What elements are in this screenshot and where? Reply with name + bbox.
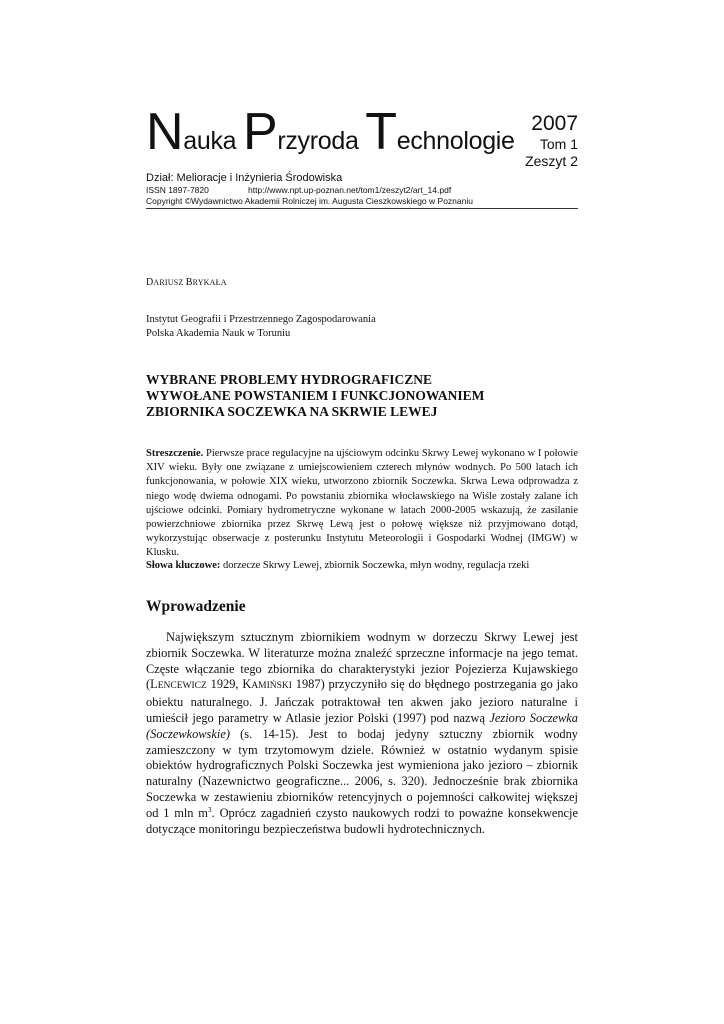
journal-word-nauka: auka — [183, 127, 243, 155]
title-line: ZBIORNIKA SOCZEWKA NA SKRWIE LEWEJ — [146, 404, 438, 419]
affiliation-line: Instytut Geografii i Przestrzennego Zagospodarowania — [146, 314, 376, 325]
citation-initial: K — [242, 677, 252, 692]
journal-word-przyroda: rzyroda — [277, 127, 366, 155]
issn: ISSN 1897-7820 — [146, 185, 209, 195]
citation-rest: AMIŃSKI — [251, 681, 292, 692]
abstract-label: Streszczenie. — [146, 448, 204, 459]
header-divider — [146, 208, 578, 209]
copyright: Copyright ©Wydawnictwo Akademii Rolniczej im. Augusta Cieszkowskiego w Poznaniu — [146, 196, 473, 206]
title-line: WYWOŁANE POWSTANIEM I FUNKCJONOWANIEM — [146, 388, 485, 403]
keywords-label: Słowa kluczowe: — [146, 560, 221, 571]
journal-word-technologie: echnologie — [396, 127, 515, 155]
italic-title: Jezioro Soczewka (Soczewkowskie) — [146, 710, 578, 741]
issue-number: Zeszyt 2 — [525, 153, 578, 169]
author-name — [146, 277, 227, 288]
article-url[interactable]: http://www.npt.up-poznan.net/tom1/zeszyt2/art_14.pdf — [248, 185, 452, 195]
keywords-text: dorzecze Skrwy Lewej, zbiornik Soczewka, młyn wodny, regulacja rzeki — [220, 560, 530, 571]
journal-title — [146, 103, 515, 161]
abstract-text: Pierwsze prace regulacyjne na ujściowym odcinku Skrwy Lewej wykonano w I połowie XIV wieku. Były one związane z umiejscowieniem czterech młynów wodnych. Po 500 latach ich funkcjonowania, w połowie XIX wieku, utworzono zbiornik Soczewka. Skrwa Lewa odprowadza z niego wodę dwiema odnogami. Po powstaniu zbiornika włocławskiego na Wiśle zostały zalane ich ujściowe odcinki. Pomiary hydrometryczne wykonane w latach 2000-2005 wskazują, że zasilanie powierzchniowe zbiornika przez Skrwę Lewą jest o połowę większe niż przyjmowano dotąd, wykorzystując obserwacje z posterunku Instytutu Meteorologii i Gospodarki Wodnej (IMGW) w Klusku. — [146, 448, 578, 559]
author-last-rest: RYKAŁA — [192, 278, 227, 287]
section-body — [146, 630, 578, 837]
paragraph-text: . Oprócz zagadnień czysto naukowych rodzi to poważne konsekwencje dotyczące monitoringu bezpieczeństwa budowli hydrotechnicznych. — [146, 805, 578, 836]
title-line: WYBRANE PROBLEMY HYDROGRAFICZNE — [146, 372, 433, 387]
journal-initial-t: T — [365, 103, 397, 161]
issue-year: 2007 — [531, 112, 578, 135]
paragraph-text: 1987) przyczyniło się do błędnego postrzegania go jako obiektu naturalnego. J. Jańczak potraktował ten akwen jako jezioro naturalne i umieścił jego parametry w Atlasie jezior Polski (1997) pod nazwą — [146, 677, 578, 725]
superscript: 3 — [207, 804, 212, 814]
author-last-initial: B — [185, 277, 193, 288]
section-category: Dział: Melioracje i Inżynieria Środowiska — [146, 172, 343, 184]
issue-info — [525, 112, 578, 170]
paragraph-text: Największym sztucznym zbiornikiem wodnym w dorzeczu Skrwy Lewej jest zbiornik Soczewka. W literaturze można znaleźć sprzeczne informacje na jego temat. Częste włączanie tego zbiornika do charakterystyki jezior Pojezierza Kujawskiego ( — [146, 630, 578, 692]
author-affiliation — [146, 313, 376, 340]
author-first-initial: D — [146, 277, 154, 288]
affiliation-line: Polska Akademia Nauk w Toruniu — [146, 327, 291, 339]
paper-title — [146, 372, 578, 420]
paragraph — [146, 630, 578, 837]
journal-initial-p: P — [242, 103, 278, 161]
citation-rest: ENCEWICZ — [157, 681, 207, 692]
issn-row — [146, 185, 586, 196]
paragraph-text: 1929, — [206, 677, 243, 692]
issue-volume: Tom 1 — [539, 136, 578, 152]
author-first-rest: ARIUSZ — [153, 278, 186, 287]
citation-initial: L — [150, 677, 158, 692]
journal-initial-n: N — [146, 103, 184, 161]
paragraph-text: (s. 14-15). Jest to bodaj jedyny sztuczny zbiornik wodny zamieszczony w tym trzytomowym dziele. Również w ostatnio wydanym spisie obiektów hydrograficznych Polski Soczewka jest wymieniona jako jezioro – zbiornik naturalny (Nazewnictwo geograficzne... 2006, s. 320). Jednocześnie brak zbiornika Soczewka w zestawieniu zbiorników retencyjnych o pojemności całkowitej większej od 1 mln m — [146, 726, 578, 820]
abstract — [146, 447, 578, 561]
section-heading: Wprowadzenie — [146, 598, 246, 615]
keywords — [146, 559, 578, 573]
